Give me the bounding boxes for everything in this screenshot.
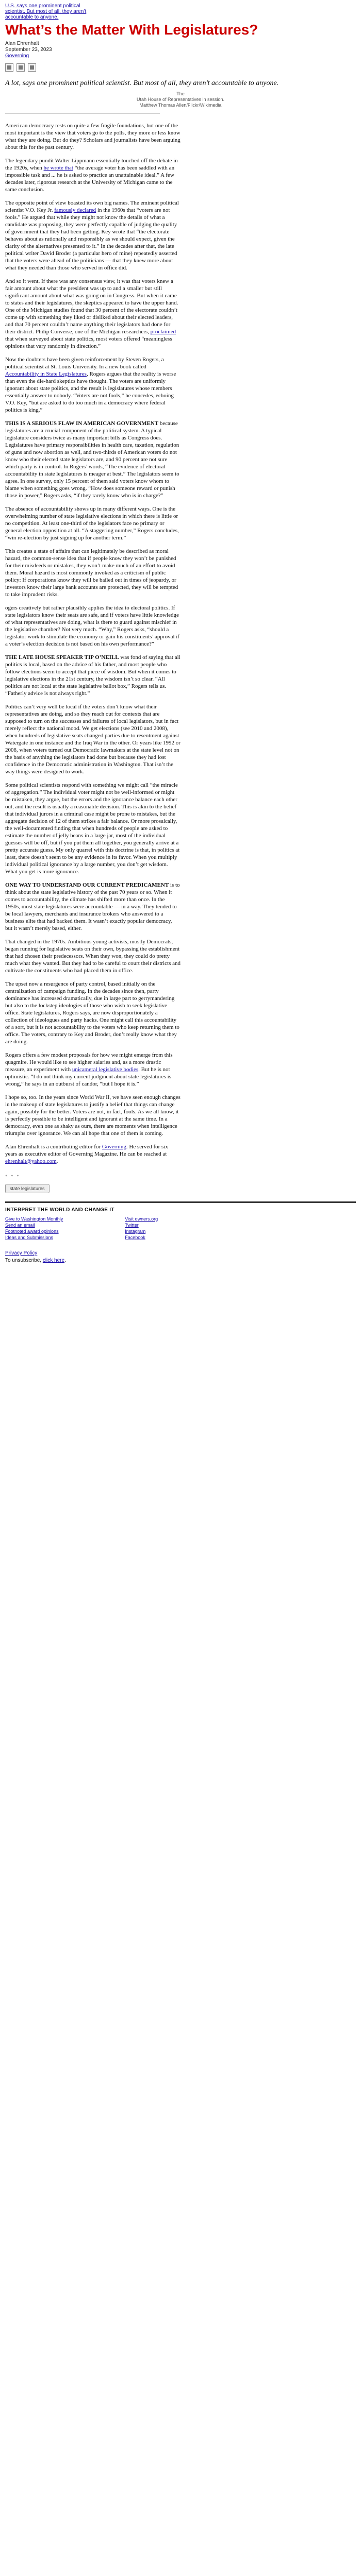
tag-state-legislatures[interactable]: state legislatures — [5, 1184, 50, 1193]
footer-link[interactable]: Visit owners.org — [125, 1216, 158, 1222]
paragraph: Some political scientists respond with something we might call “the miracle of aggregation.” The individual voter might not be well-informed or might be mistaken, they argue, but the errors and the ignorance balance each other out, and the result is usually a reasonable decision. This is akin to the belief that individual jurors in a criminal case might be prone to mistakes, but the aggregate decision of 12 of them strikes a fair balance. Or more prosaically, the well-documented finding that when hundreds of people are asked to estimate the number of jelly beans in a large jar, most of the individual guesses will be off, but if you put them all together, you generally arrive at a pretty accurate guess. My only quarrel with this doctrine is that, in politics at least, there doesn’t seem to be any evidence in its favor. When you multiply individual political ignorance by a large number, you don’t get wisdom. What you get is more ignorance. — [5, 782, 180, 875]
related-link-line-1[interactable]: U.S. says one prominent political — [5, 3, 80, 9]
share-icon[interactable] — [5, 63, 13, 72]
footer — [5, 1207, 356, 1241]
related-link-line-2[interactable]: scientist. But most of all, they aren’t — [5, 9, 87, 14]
privacy-policy-link[interactable]: Privacy Policy — [5, 1250, 38, 1256]
paragraph: Rogers offers a few modest proposals for how we might emerge from this quagmire. He would like to see higher salaries and, as a more drastic measure, an experiment with unicameral legislative bodies. But he is not optimistic. “I do not think my current judgment about state legislatures is wrong,” he says in an outburst of candor, “but I hope it is.” — [5, 1052, 173, 1087]
footer-link[interactable]: Facebook — [125, 1235, 145, 1240]
inline-link[interactable]: proclaimed — [150, 329, 176, 335]
paragraph: That changed in the 1970s. Ambitious young activists, mostly Democrats, began running for legislative seats on their own, bypassing the establishment that had chosen their predecessors. When they won, they could do pretty much what they wanted. But they had to be careful to court their districts and cultivate the constituents who had placed them in office. — [5, 939, 180, 974]
paragraph: ONE WAY TO UNDERSTAND OUR CURRENT PREDICAMENT is to think about the state legislative history of the past 70 years or so. When it comes to accountability, the climate has shifted more than once. In the 1950s, most state legislatures were accountable — in a way. They tended to be local lawyers, merchants and insurance brokers who answered to a business elite that had backed them. It wasn’t exactly popular democracy, but it wasn’t merely based, either. — [5, 882, 180, 931]
unsubscribe-link[interactable]: click here — [42, 1258, 65, 1263]
paragraph: I hope so, too. In the years since World War II, we have seen enough changes in the makeup of state legislatures to justify a belief that things can change again, possibly for the better. Voters are not, in fact, fools. As we all know, it is perfectly possible to be intelligent and ignorant at the same time. In a democracy, even one as shaky as ours, there are moments when intelligence triumphs over ignorance. We can all hope that one of them is coming. — [5, 1094, 180, 1137]
footer-column-1 — [5, 1216, 63, 1241]
paragraph: ogers creatively but rather plausibly applies the idea to electoral politics. If state legislators know their seats are safe, and if voters have little knowledge of what representatives are doing, what is there to guard against mischief in the legislative chamber? Not very much. “Why,” Rogers asks, “should a legislator work to stimulate the economy or gain his constituents’ approval if a voter’s election decision is not based on his own performance?” — [5, 605, 179, 647]
footer-link[interactable]: Send an email — [5, 1223, 35, 1228]
divider — [5, 113, 160, 114]
author-bio: Alan Ehrenhalt is a contributing editor for Governing. He served for six years as executive editor of Governing Magazine. He can be reached at ehrenhalt@yahoo.com. — [5, 1144, 168, 1164]
article-body — [5, 122, 180, 1165]
governing-link[interactable]: Governing — [102, 1144, 126, 1150]
author-name: Alan Ehrenhalt — [5, 41, 39, 46]
paragraph: Now the doubters have been given reinforcement by Steven Rogers, a political scientist at St. Louis University. In a new book called Accountability in State Legislatures, Rogers argues that the reality is worse than even the die-hard skeptics have thought. The voters are uniformly ignorant about state politics, and the result is legislatures whose members essentially answer to nobody. “Voters are not fools,” he concedes, echoing V.O. Key, “but are asked to do too much in a democracy where federal politics is king.” — [5, 357, 176, 413]
article-page — [0, 0, 361, 1264]
section-link[interactable]: Governing — [5, 53, 29, 59]
related-teaser[interactable] — [0, 0, 361, 20]
email-link[interactable]: ehrenhalt@yahoo.com — [5, 1158, 57, 1164]
footer-divider — [5, 1201, 356, 1203]
share-icon[interactable] — [17, 63, 25, 72]
footer-link[interactable]: Instagram — [125, 1229, 146, 1234]
bottom-links — [5, 1250, 356, 1264]
byline — [5, 41, 356, 59]
footer-column-2 — [125, 1216, 158, 1241]
inline-link[interactable]: he wrote that — [43, 165, 73, 171]
paragraph: Politics can’t very well be local if the voters don’t know what their representatives are doing, and so they reach out for contexts that are supposed to turn on the successes and failures of local legislators, but in fact merely reflect the national mood. We get elections (see 2010 and 2008), when hundreds of legislative seats changed parties due to resentment against Watergate in one instance and the Iraq War in the other. Or years like 1992 or 2008, when voters turned out Democratic lawmakers at the state level not on the basis of anything the legislators had done but because they had lost confidence in the Democratic administration in Washington. That isn’t the way things were designed to work. — [5, 704, 180, 775]
related-link-line-3[interactable]: accountable to anyone. — [5, 14, 59, 20]
image-caption — [5, 91, 356, 108]
caption-line: Utah House of Representatives in session. — [136, 97, 225, 102]
paragraph: American democracy rests on quite a few fragile foundations, but one of the most important is the view that voters go to the polls, they more or less know what they are doing. But do they? Scholars and journalists have been arguing about this for the past century. — [5, 123, 180, 150]
unsubscribe-line: To unsubscribe, click here. — [5, 1258, 66, 1263]
inline-link[interactable]: famously declared — [54, 207, 96, 213]
tag-dots: • • • — [5, 1172, 20, 1179]
paragraph: This creates a state of affairs that can legitimately be described as moral hazard, the common-sense idea that if people know they won’t be punished for their misdeeds or mistakes, they won’t make much of an effort to avoid them. Moral hazard is most commonly invoked as a criticism of public policy: If corporations know they will be bailed out in times of jeopardy, or investors know their large bank accounts are protected, they will be tempted to take imprudent risks. — [5, 548, 178, 598]
article-dek: A lot, says one prominent political scientist. But most of all, they aren’t accountable to anyone. — [5, 79, 279, 87]
paragraph: THIS IS A SERIOUS FLAW IN AMERICAN GOVERNMENT because legislatures are a crucial component of the political system. A typical legislature considers twice as many important bills as Congress does. Legislatures have primary responsibilities in health care, taxation, regulation of guns and now abortion as well, and two-thirds of American voters do not know who their elected state legislators are, and 90 percent are not sure which party is in control. In Rogers’ words, “The evidence of electoral accountability in state legislatures is meager at best.” The legislators seem to agree. In one survey, only 15 percent of them said voters know whom to blame when something goes wrong. “How does someone reward or punish those in power,” Rogers asks, “if they rarely know who is in charge?” — [5, 420, 179, 499]
caption-line: The — [176, 91, 185, 96]
share-icon[interactable] — [28, 63, 36, 72]
paragraph: The opposite point of view boasted its own big names. The eminent political scientist V.O. Key Jr. famously declared in the 1960s that “voters are not fools.” He argued that while they might not know the details of what a candidate was proposing, they were perfectly capable of judging the quality of government that they had been getting. Key wrote that “the electorate behaves about as rationally and responsibly as we should expect, given the clarity of the alternatives presented to it.” In the decades after that, the late political writer David Broder (a particular hero of mine) repeatedly asserted that the voters were ahead of the politicians — that they knew more about what they needed than those who served in office did. — [5, 200, 179, 271]
inline-link[interactable]: unicameral legislative bodies — [72, 1066, 139, 1073]
paragraph: The absence of accountability shows up in many different ways. One is the overwhelming number of state legislative elections in which there is little or no competition. At least one-third of the legislators face no primary or general election opposition at all. “A staggering number,” Rogers concludes, “win re-election by just signing up for another term.” — [5, 506, 179, 541]
caption-credit: Matthew Thomas Allen/Flickr/Wikimedia — [139, 103, 222, 108]
paragraph: The legendary pundit Walter Lippmann essentially touched off the debate in the 1920s, when he wrote that “the average voter has been saddled with an impossible task and ... he is asked to practice an unattainable ideal.” A few decades later, rigorous research at the University of Michigan came to the same conclusion. — [5, 158, 178, 193]
article-title: What’s the Matter With Legislatures? — [5, 22, 258, 38]
footer-link[interactable]: Give to Washington Monthly — [5, 1216, 63, 1222]
share-icons — [5, 63, 356, 72]
tags — [5, 1172, 356, 1193]
footer-link[interactable]: Footnoted award opinions — [5, 1229, 59, 1234]
publish-date: September 23, 2023 — [5, 47, 52, 53]
paragraph: The upset now a resurgence of party control, based initially on the centralization of campaign funding. In the decades since then, party dominance has increased dramatically, due in large part to gerrymandering but also to the lockstep ideologies of those who wish to seek legislative office. State legislatures, Rogers says, are now disproportionately a collection of ideologues and party hacks. One might call this accountability of a sort, but it is not accountability to the voters who keep returning them to office. The voters, contrary to Key and Broder, don’t really know what they are doing. — [5, 981, 179, 1045]
footer-link[interactable]: Twitter — [125, 1223, 139, 1228]
footer-heading: INTERPRET THE WORLD AND CHANGE IT — [5, 1207, 114, 1213]
inline-link[interactable]: Accountability in State Legislatures — [5, 371, 87, 377]
paragraph: THE LATE HOUSE SPEAKER TIP O’NEILL was fond of saying that all politics is local, based on the advice of his father, and most people who follow elections seem to accept that piece of wisdom. But when it comes to legislative elections in the 21st century, the wisdom isn’t so clear. “All politics are not local at the state legislative ballot box,” Rogers tells us. “Fatherly advice is not always right.” — [5, 654, 180, 697]
footer-link[interactable]: Ideas and Submissions — [5, 1235, 54, 1240]
paragraph: And so it went. If there was any consensus view, it was that voters knew a fair amount about what the president was up to and a smaller but still significant amount about what was going on in Congress. But when it came to states and their legislatures, the skeptics appeared to have the upper hand. One of the Michigan studies found that 30 percent of the electorate couldn’t come up with something they liked or disliked about their elected leaders, and that 70 percent couldn’t name anything their legislators had done for their district. Philip Converse, one of the Michigan researchers, proclaimed that when surveyed about state politics, most voters offered “meaningless opinions that vary randomly in direction.” — [5, 278, 178, 349]
